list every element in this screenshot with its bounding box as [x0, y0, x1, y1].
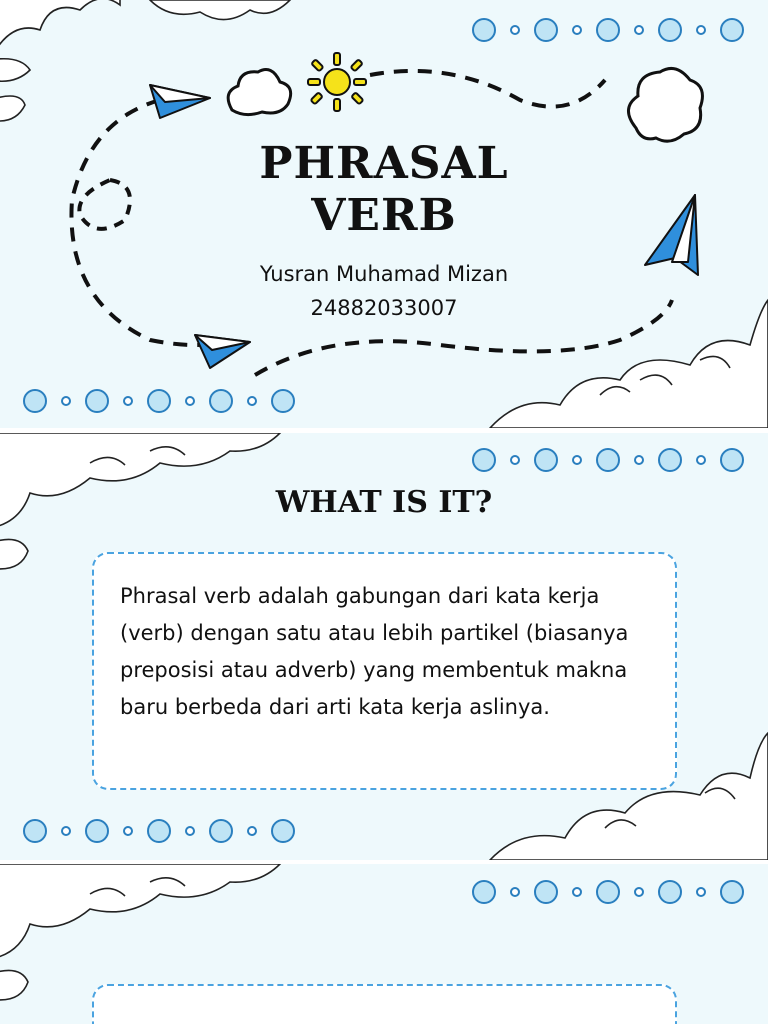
- cloud-icon: [150, 0, 290, 20]
- bead-divider: [24, 820, 294, 842]
- title-line-2: VERB: [311, 190, 457, 241]
- example-slide: [0, 864, 768, 1024]
- title-line-1: PHRASAL: [259, 138, 509, 189]
- definition-box: [92, 552, 677, 790]
- bead-divider: [473, 449, 743, 471]
- cloud-icon: [0, 864, 280, 1000]
- example-box: [92, 984, 677, 1024]
- paper-plane-icon: [195, 335, 250, 368]
- paper-plane-icon: [150, 85, 210, 118]
- title-slide: [0, 0, 768, 428]
- author-id: 24882033007: [310, 296, 458, 320]
- section-heading: WHAT IS IT?: [275, 485, 493, 520]
- cloud-icon: [628, 68, 702, 141]
- bead-divider: [24, 390, 294, 412]
- sun-icon: [308, 53, 366, 111]
- bead-divider: [473, 881, 743, 903]
- cloud-icon: [0, 0, 120, 121]
- definition-slide: [0, 433, 768, 860]
- bead-divider: [473, 19, 743, 41]
- author-name: Yusran Muhamad Mizan: [259, 262, 509, 286]
- definition-text: Phrasal verb adalah gabungan dari kata kerja (verb) dengan satu atau lebih partikel (biasanya preposisi atau adverb) yang membentuk makna baru berbeda dari arti kata kerja aslinya.: [120, 584, 629, 719]
- cloud-icon: [228, 70, 291, 115]
